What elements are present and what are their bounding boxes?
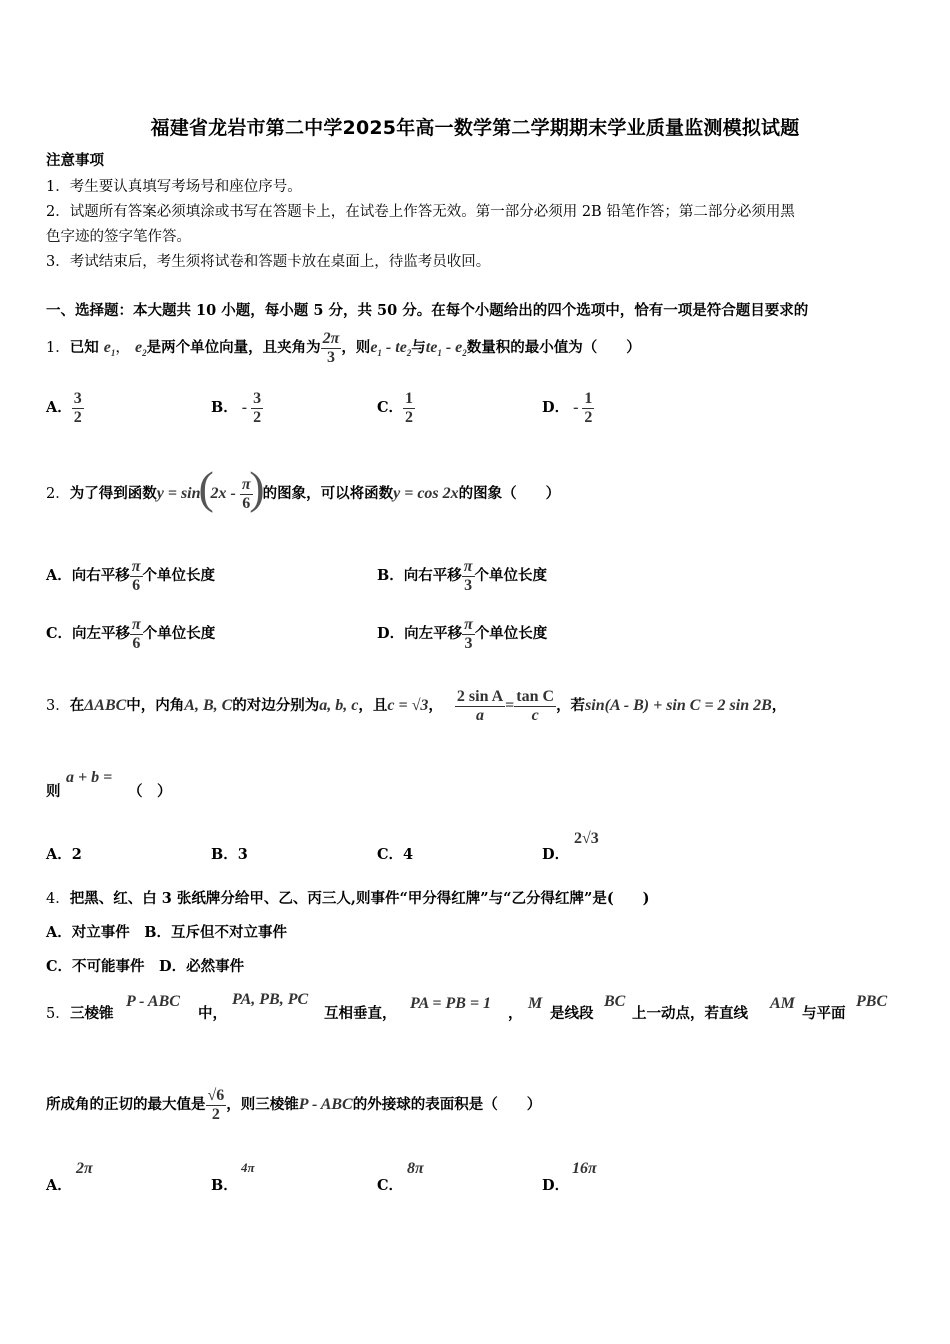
q1-angle-fraction: $\frac{2\pi}{3}$ <box>322 329 340 366</box>
q3-angles: A, B, C <box>184 697 233 714</box>
q1-option-a[interactable]: A． $\frac{3}{2}$ <box>46 389 82 426</box>
q5-pyramid: P - ABC <box>126 993 180 1010</box>
q3-text: 在 <box>69 697 85 714</box>
q4-text: 把黑、红、白 3 张纸牌分给甲、乙、丙三人,则事件“甲分得红牌”与“乙分得红牌”是( ) <box>69 890 650 907</box>
q3-answer-paren: （ ） <box>128 783 172 800</box>
q1-text: 已知 <box>69 339 99 356</box>
q5-pyramid-2: P - ABC <box>298 1096 353 1113</box>
q2-function-1: y = sin <box>156 485 201 502</box>
q3-text-8: 则 <box>46 783 61 800</box>
q5-line-am: AM <box>770 995 795 1012</box>
q2-text-3: 的图象（ ） <box>458 485 561 502</box>
q4-number: 4． <box>46 891 70 907</box>
q3-right-fraction: $\frac{\text{tan C}}{c}$ <box>516 687 555 724</box>
q4-options-line-2[interactable]: C．不可能事件 D．必然事件 <box>46 958 245 975</box>
q5-point-m: M <box>528 995 543 1012</box>
q3-triangle: ΔABC <box>84 697 127 714</box>
q1-option-d[interactable]: D． - $\frac{1}{2}$ <box>542 389 593 426</box>
q5-plane-pbc: PBC <box>856 993 888 1010</box>
q1-text-5: 数量积的最小值为（ ） <box>466 339 641 356</box>
q2-option-b[interactable]: B．向右平移 $\frac{\pi}{3}$ 个单位长度 <box>377 557 547 594</box>
q3-option-b[interactable]: B．3 <box>211 846 248 863</box>
q3-text-2: 中，内角 <box>126 697 185 714</box>
q3-option-c[interactable]: C．4 <box>377 846 414 863</box>
question-5-cont <box>46 1080 541 1130</box>
q5-edges: PA, PB, PC <box>232 991 309 1008</box>
q3-c-value: c = √3 <box>387 697 429 714</box>
q1-expr2: $te_1 - e_2$ <box>425 339 467 359</box>
q1-text-2: 是两个单位向量，且夹角为 <box>146 339 321 356</box>
q2-function-2: y = cos 2x <box>393 485 459 502</box>
q5-equation: PA = PB = 1 <box>410 995 492 1012</box>
q1-text-3: ，则 <box>341 339 371 356</box>
q5-text-4: ， <box>508 1005 523 1022</box>
q3-text-7: ， <box>771 697 787 714</box>
q5-text-7: 与平面 <box>802 1005 846 1022</box>
notice-item-1: 1．考生要认真填写考场号和座位序号。 <box>46 179 302 195</box>
q1-e1: $e_1$ <box>103 339 116 359</box>
q1-comma: ， <box>115 340 130 356</box>
q3-equals: = <box>505 697 515 714</box>
question-1 <box>46 326 641 370</box>
q3-number: 3． <box>46 698 70 714</box>
q3-text-4: ，且 <box>358 697 388 714</box>
question-4 <box>46 889 650 909</box>
q5-text-2: 中， <box>198 1005 227 1022</box>
q2-number: 2． <box>46 486 70 502</box>
q3-left-fraction: $\frac{\text{2 sin A}}{a}$ <box>456 687 504 724</box>
q3-sides: a, b, c <box>319 697 359 714</box>
q5-tan-fraction: $\frac{√6}{2}$ <box>207 1086 225 1123</box>
q2-option-d[interactable]: D．向左平移 $\frac{\pi}{3}$ 个单位长度 <box>377 615 548 652</box>
q3-ask-expr: a + b = <box>66 769 113 786</box>
q5-text-6: 上一动点，若直线 <box>632 1005 748 1022</box>
q3-condition: sin(A - B) + sin C = 2 sin 2B <box>585 697 772 714</box>
q1-e2: $e_2$ <box>134 339 147 359</box>
q3-text-5: ， <box>428 697 443 714</box>
question-3 <box>46 683 786 729</box>
q1-text-4: 与 <box>411 339 426 356</box>
q1-expr1: $e_1 - te_2$ <box>370 339 412 359</box>
q1-number: 1． <box>46 340 70 356</box>
notice-item-2-cont: 色字迹的签字笔作答。 <box>46 229 191 245</box>
q5-number: 5． <box>46 1006 70 1022</box>
q3-option-a[interactable]: A．2 <box>46 846 82 863</box>
question-2 <box>46 462 561 516</box>
notice-item-2: 2．试题所有答案必须填涂或书写在答题卡上，在试卷上作答无效。第一部分必须用 2B 铅笔作答；第二部分必须用黑 <box>46 204 795 220</box>
q5-segment-bc: BC <box>604 993 626 1010</box>
q1-option-b[interactable]: B． - $\frac{3}{2}$ <box>211 389 262 426</box>
page-title: 福建省龙岩市第二中学2025年高一数学第二学期期末学业质量监测模拟试题 <box>150 117 800 139</box>
q2-text: 为了得到函数 <box>69 485 157 502</box>
q2-paren-expr: ( 2x - $\frac{\pi}{6}$ ) <box>198 462 265 513</box>
q5-text-8: 所成角的正切的最大值是 <box>46 1096 206 1113</box>
q2-option-a[interactable]: A．向右平移 $\frac{\pi}{6}$ 个单位长度 <box>46 557 215 594</box>
section-heading: 一、选择题：本大题共 10 小题，每小题 5 分，共 50 分。在每个小题给出的四个选项中，恰有一项是符合题目要求的 <box>46 302 809 319</box>
q5-text-5: 是线段 <box>550 1005 594 1022</box>
q3-text-6: ，若 <box>556 697 586 714</box>
q5-text-3: 互相垂直， <box>324 1005 397 1022</box>
q5-text: 三棱锥 <box>70 1005 114 1022</box>
q2-option-c[interactable]: C．向左平移 $\frac{\pi}{6}$ 个单位长度 <box>46 615 216 652</box>
q4-options-line-1[interactable]: A．对立事件 B．互斥但不对立事件 <box>46 924 288 941</box>
q1-option-c[interactable]: C． $\frac{1}{2}$ <box>377 389 414 426</box>
notice-heading: 注意事项 <box>46 152 104 169</box>
q5-text-9: ，则三棱锥 <box>226 1096 299 1113</box>
q5-text-10: 的外接球的表面积是（ ） <box>352 1096 542 1113</box>
q2-text-2: 的图象，可以将函数 <box>262 485 394 502</box>
notice-item-3: 3．考试结束后，考生须将试卷和答题卡放在桌面上，待监考员收回。 <box>46 254 491 270</box>
q3-text-3: 的对边分别为 <box>232 697 320 714</box>
